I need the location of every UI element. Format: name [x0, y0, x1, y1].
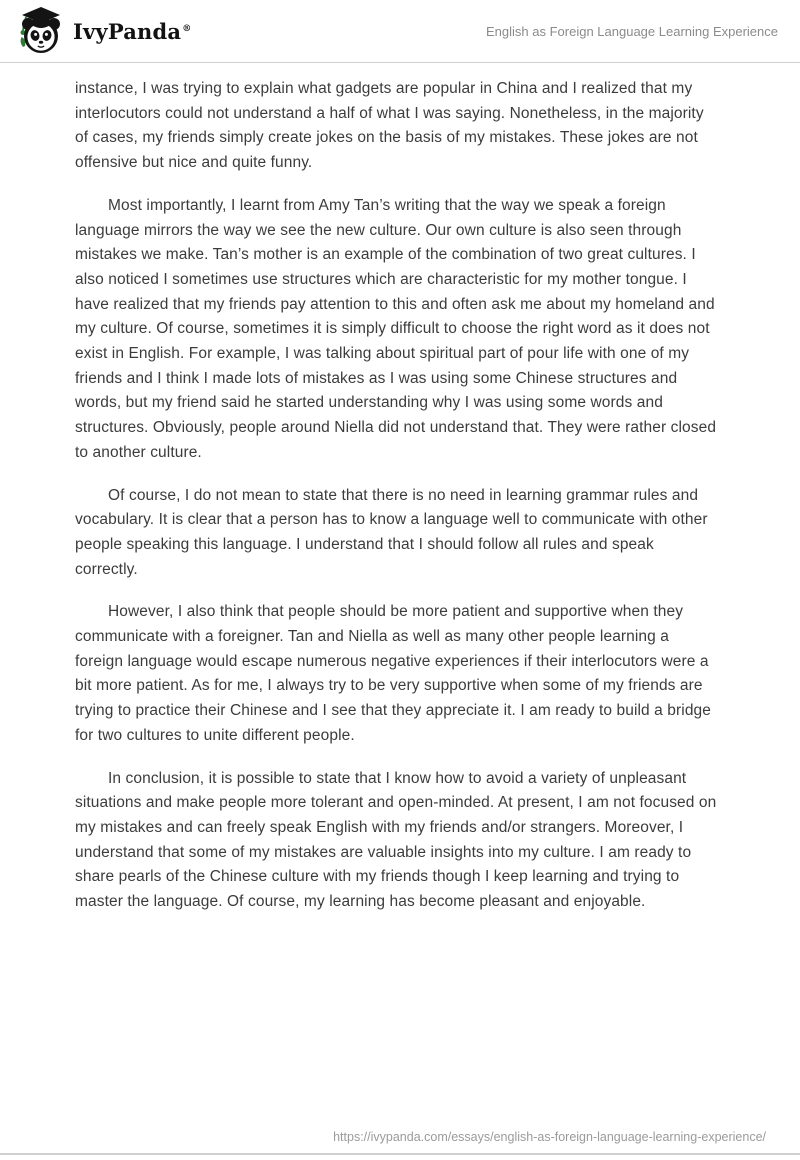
- footer-divider: [0, 1153, 800, 1160]
- essay-paragraph: instance, I was trying to explain what gadgets are popular in China and I realized that my interlocutors could not understand a half of what I was saying. Nonetheless, in the majority of cases, my friends simply create jokes on the basis of my mistakes. These jokes are not offensive but nice and quite funny.: [75, 80, 704, 172]
- essay-paragraph: However, I also think that people should be more patient and supportive when they communicate with a foreigner. Tan and Niella as well as many other people learning a foreign language would escape numerous negative experiences if their interlocutors were a bit more patient. As for me, I always try to be very supportive when some of my friends are trying to practice their Chinese and I see that they appreciate it. I am ready to build a bridge for two cultures to unite different people.: [75, 603, 711, 744]
- footer: [0, 1130, 800, 1160]
- panda-graduate-icon: [18, 7, 64, 55]
- essay-paragraph: Of course, I do not mean to state that there is no need in learning grammar rules and vocabulary. It is clear that a person has to know a language well to communicate with other people speaking this language. I understand that I should follow all rules and speak correctly.: [75, 486, 708, 578]
- essay-body: [0, 63, 800, 915]
- essay-paragraph: In conclusion, it is possible to state that I know how to avoid a variety of unpleasant situations and make people more tolerant and open-minded. At present, I am not focused on my mistakes and can freely speak English with my friends and/or strangers. Moreover, I understand that some of my mistakes are valuable insights into my culture. I am ready to share pearls of the Chinese culture with my friends though I keep learning and trying to master the language. Of course, my learning has become pleasant and enjoyable.: [75, 769, 717, 911]
- page-title: English as Foreign Language Learning Experience: [486, 23, 778, 39]
- brand-wordmark: IvyPanda®: [73, 18, 192, 44]
- source-url[interactable]: https://ivypanda.com/essays/english-as-foreign-language-learning-experience/: [333, 1130, 766, 1144]
- header: [0, 0, 800, 63]
- essay-paragraph: Most importantly, I learnt from Amy Tan’s writing that the way we speak a foreign language mirrors the way we see the new culture. Our own culture is also seen through mistakes we make. Tan’s mother is an example of the combination of two great cultures. I also noticed I sometimes use structures which are characteristic for my mother tongue. I have realized that my friends pay attention to this and often ask me about my homeland and my culture. Of course, sometimes it is simply difficult to choose the right word as it does not exist in English. For example, I was talking about spiritual part of pour life with one of my friends and I think I made lots of mistakes as I was using some Chinese structures and words, but my friend said he started understanding why I was using some words and structures. Obviously, people around Niella did not understand that. They were rather closed to another culture.: [75, 196, 717, 461]
- ivypanda-logo-link[interactable]: [18, 7, 191, 55]
